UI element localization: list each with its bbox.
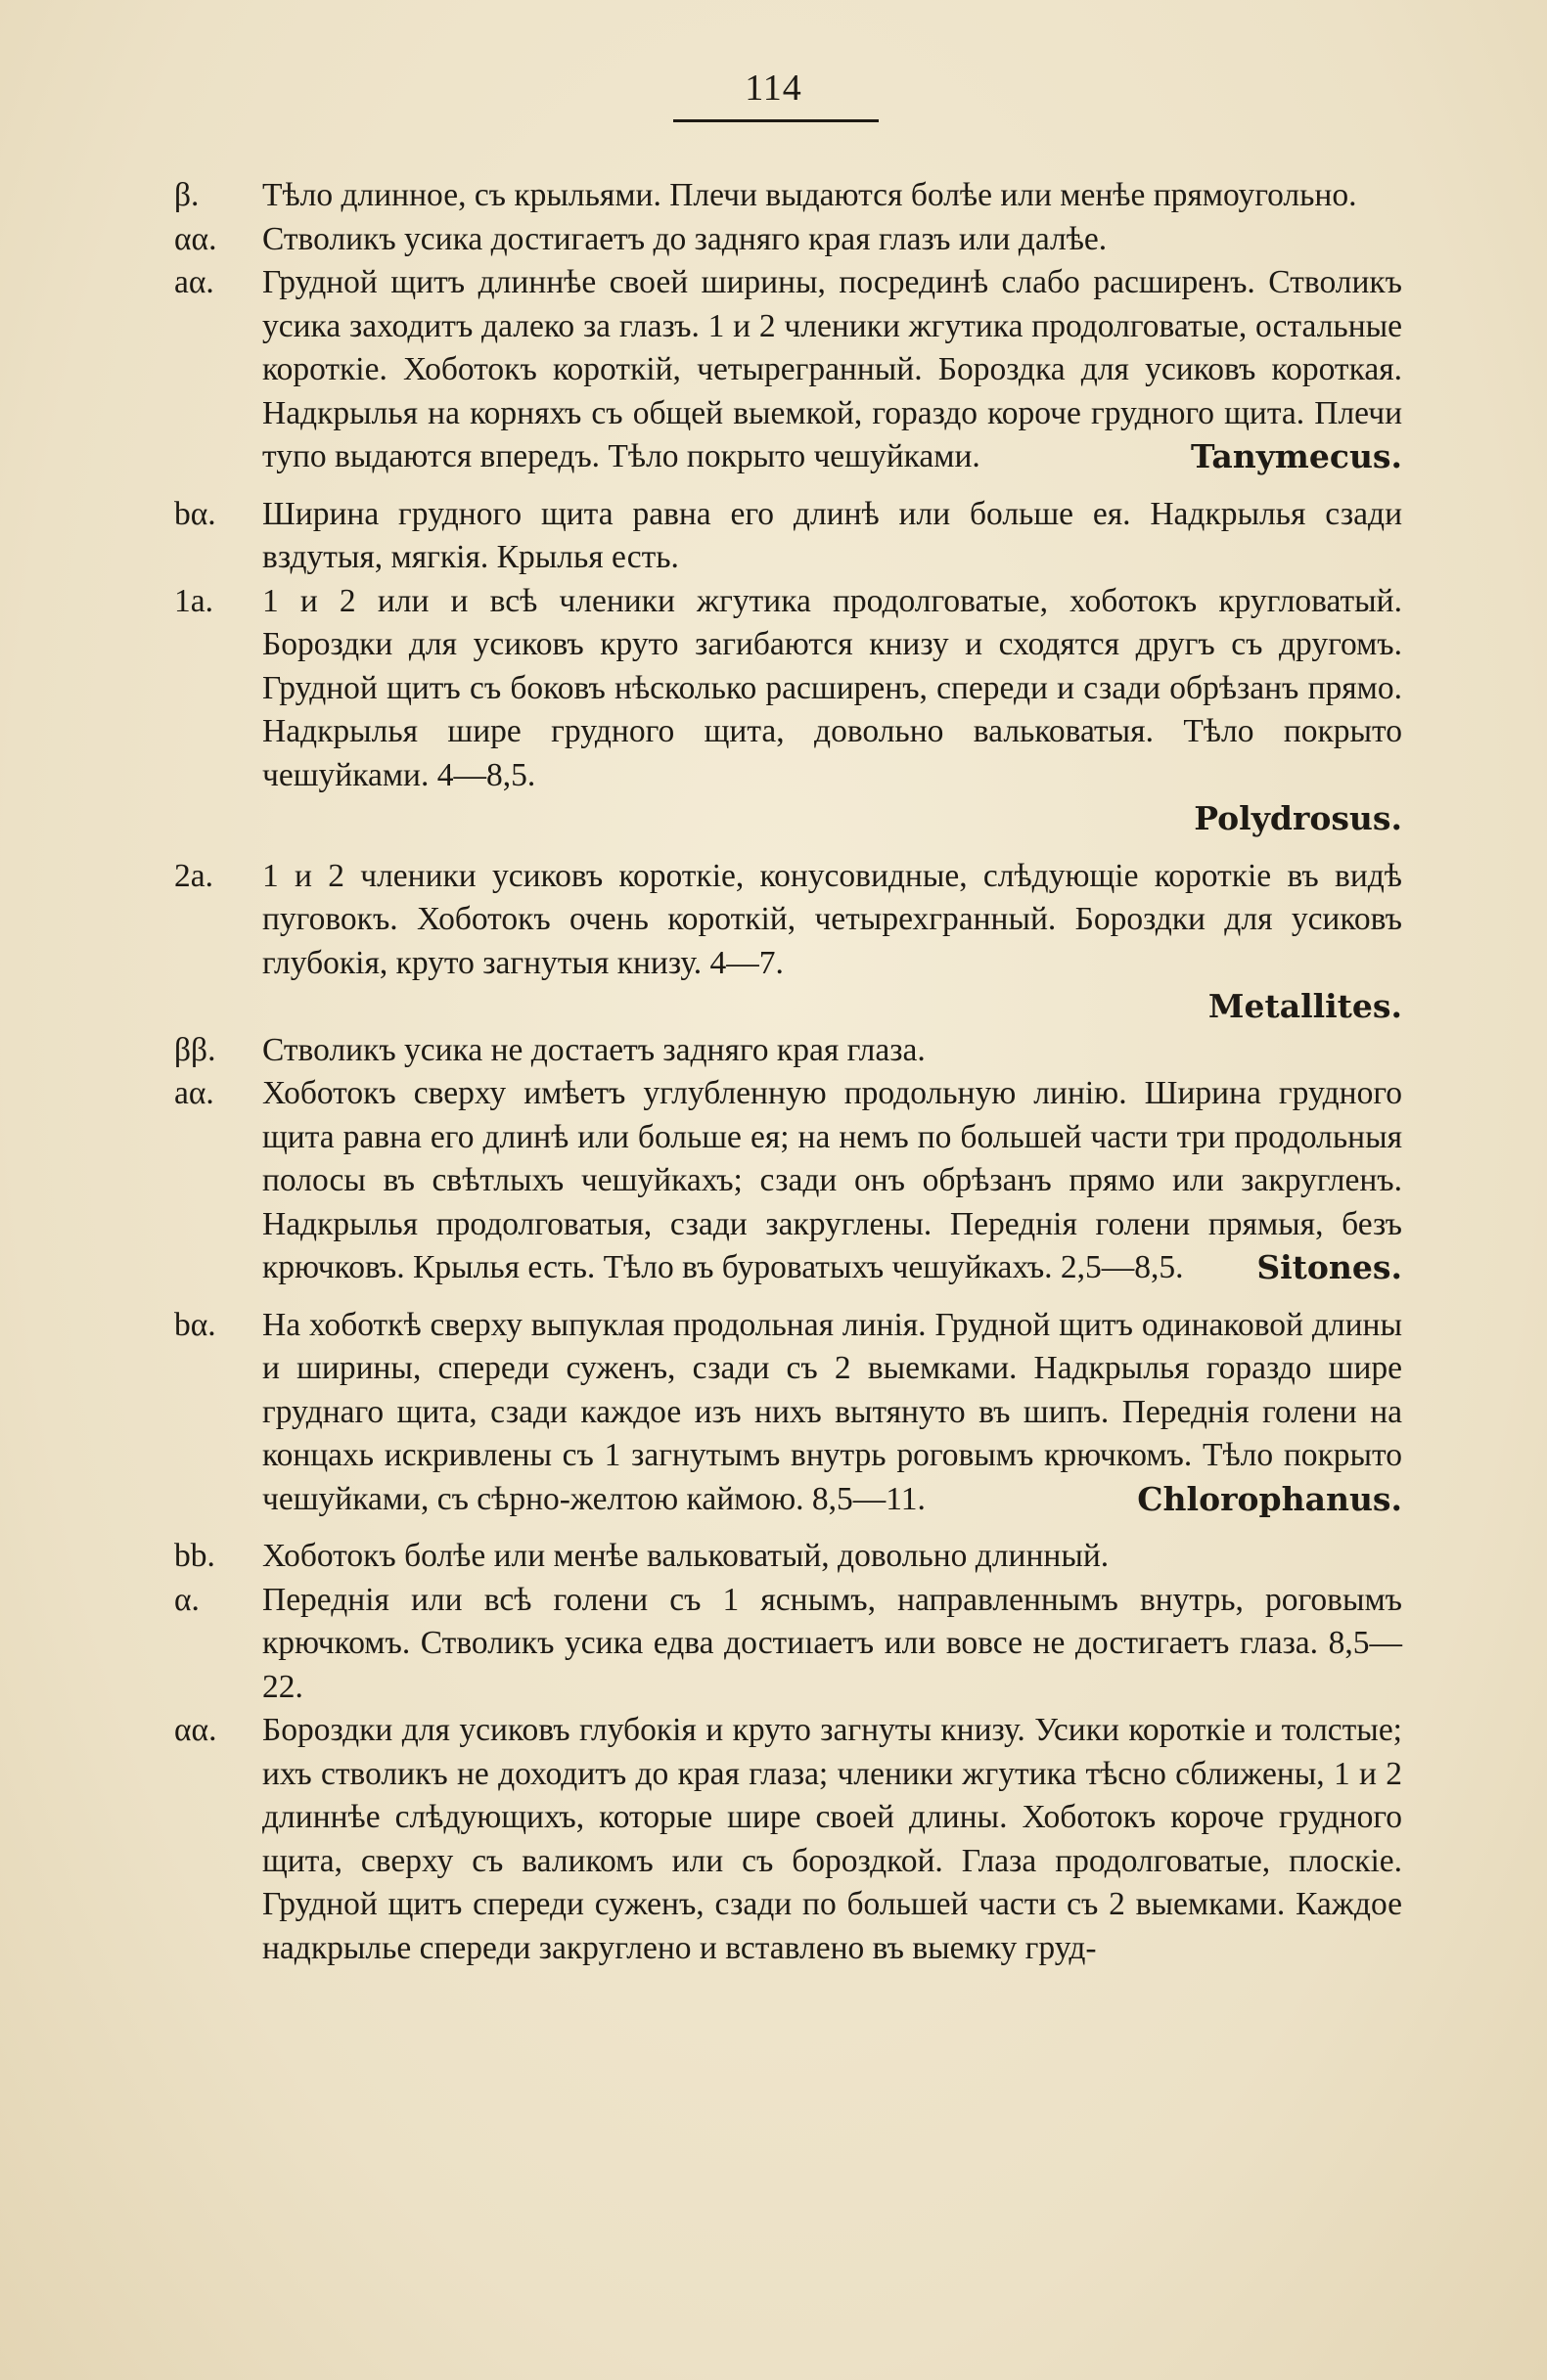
entry-marker: αα.	[174, 1712, 217, 1748]
key-entry	[174, 855, 1402, 1029]
key-entry	[174, 1579, 1402, 1710]
key-entry	[174, 493, 1402, 580]
genus-name: Sitones.	[1256, 1248, 1402, 1286]
entry-marker: aα.	[174, 1075, 214, 1111]
key-entry	[174, 1535, 1402, 1579]
key-text	[174, 174, 1402, 1970]
entry-marker: ββ.	[174, 1031, 216, 1068]
entry-marker: bα.	[174, 1306, 216, 1343]
entry-text: 1 и 2 членики усиковъ короткіе, конусовидные, слѣдующіе короткіе въ видѣ пуговокъ. Хоботокъ очень короткій, четырехгранный. Бороздки для усиковъ глубокія, круто загнутыя книзу. 4—7. Metallites.	[262, 855, 1402, 1029]
header-rule	[673, 119, 879, 122]
entry-text: Грудной щитъ длиннѣе своей ширины, посрединѣ слабо расширенъ. Стволикъ усика заходитъ далеко за глазъ. 1 и 2 членики жгутика продолговатые, остальные короткіе. Хоботокъ короткій, четырегранный. Бороздка для усиковъ короткая. Надкрылья на корняхъ съ общей выемкой, гораздо короче грудного щита. Плечи тупо выдаются впередъ. Тѣло покрыто чешуйками. Tanymecus.	[262, 261, 1402, 479]
entry-text: 1 и 2 или и всѣ членики жгутика продолговатые, хоботокъ кругловатый. Бороздки для усиковъ круто загибаются книзу и сходятся другъ съ другомъ. Грудной щитъ съ боковъ нѣсколько расширенъ, спереди и сзади обрѣзанъ прямо. Надкрылья шире грудного щита, довольно вальковатыя. Тѣло покрыто чешуйками. 4—8,5. Polydrosus.	[262, 580, 1402, 841]
genus-name: Chlorophanus.	[1137, 1479, 1402, 1518]
entry-text: Тѣло длинное, съ крыльями. Плечи выдаются болѣе или менѣе прямоугольно.	[262, 177, 1357, 213]
entry-text: Ширина грудного щита равна его длинѣ или больше ея. Надкрылья сзади вздутыя, мягкія. Крылья есть.	[262, 495, 1402, 575]
entry-text: Бороздки для усиковъ глубокія и круто загнуты книзу. Усики короткіе и толстые; ихъ стволикъ не доходитъ до края глаза; членики жгутика тѣсно сближены, 1 и 2 длиннѣе слѣдующихъ, которые шире своей длины. Хоботокъ короче грудного щита, сверху съ валикомъ или съ бороздкой. Глаза продолговатые, плоскіе. Грудной щитъ спереди суженъ, сзади по большей части съ 2 выемками. Каждое надкрылье спереди закруглено и вставлено въ выемку груд-	[262, 1712, 1402, 1966]
entry-marker: β.	[174, 177, 200, 213]
entry-marker: αα.	[174, 220, 217, 257]
entry-marker: 2a.	[174, 857, 213, 894]
genus-name: Metallites.	[1207, 987, 1402, 1025]
key-entry	[174, 1072, 1402, 1290]
key-entry	[174, 261, 1402, 479]
genus-name: Polydrosus.	[1194, 799, 1402, 837]
entry-text: Хоботокъ сверху имѣетъ углубленную продольную линію. Ширина грудного щита равна его длинѣ или больше ея; на немъ по большей части три продольныя полосы въ свѣтлыхъ чешуйкахъ; сзади онъ обрѣзанъ прямо или закругленъ. Надкрылья продолговатыя, сзади закруглены. Переднія голени прямыя, безъ крючковъ. Крылья есть. Тѣло въ буроватыхъ чешуйкахъ. 2,5—8,5. Sitones.	[262, 1072, 1402, 1290]
entry-marker: bα.	[174, 495, 216, 532]
page-number: 114	[745, 67, 802, 109]
entry-text: Стволикъ усика не достаетъ задняго края глаза.	[262, 1031, 926, 1068]
entry-text: Переднія или всѣ голени съ 1 яснымъ, направленнымъ внутрь, роговымъ крючкомъ. Стволикъ усика едва достиıаетъ или вовсе не достигаетъ глаза. 8,5—22.	[262, 1581, 1402, 1705]
key-entry	[174, 1304, 1402, 1522]
entry-text: Стволикъ усика достигаетъ до задняго края глазъ или далѣе.	[262, 220, 1108, 257]
key-entry	[174, 218, 1402, 262]
entry-marker: α.	[174, 1581, 200, 1618]
genus-name: Tanymecus.	[1190, 437, 1402, 475]
key-entry	[174, 580, 1402, 841]
entry-text: Хоботокъ болѣе или менѣе вальковатый, довольно длинный.	[262, 1538, 1110, 1574]
entry-text: На хоботкѣ сверху выпуклая продольная линія. Грудной щитъ одинаковой длины и ширины, спереди суженъ, сзади съ 2 выемками. Надкрылья гораздо шире груднаго щита, сзади каждое изъ нихъ вытянуто въ шипъ. Переднія голени на концахь искривлены съ 1 загнутымъ внутрь роговымъ крючкомъ. Тѣло покрыто чешуйками, съ сѣрно-желтою каймою. 8,5—11. Chlorophanus.	[262, 1304, 1402, 1522]
key-entry	[174, 1709, 1402, 1970]
entry-marker: bb.	[174, 1538, 215, 1574]
key-entry	[174, 174, 1402, 218]
key-entry	[174, 1029, 1402, 1073]
entry-marker: 1a.	[174, 582, 213, 619]
entry-marker: aα.	[174, 264, 214, 300]
